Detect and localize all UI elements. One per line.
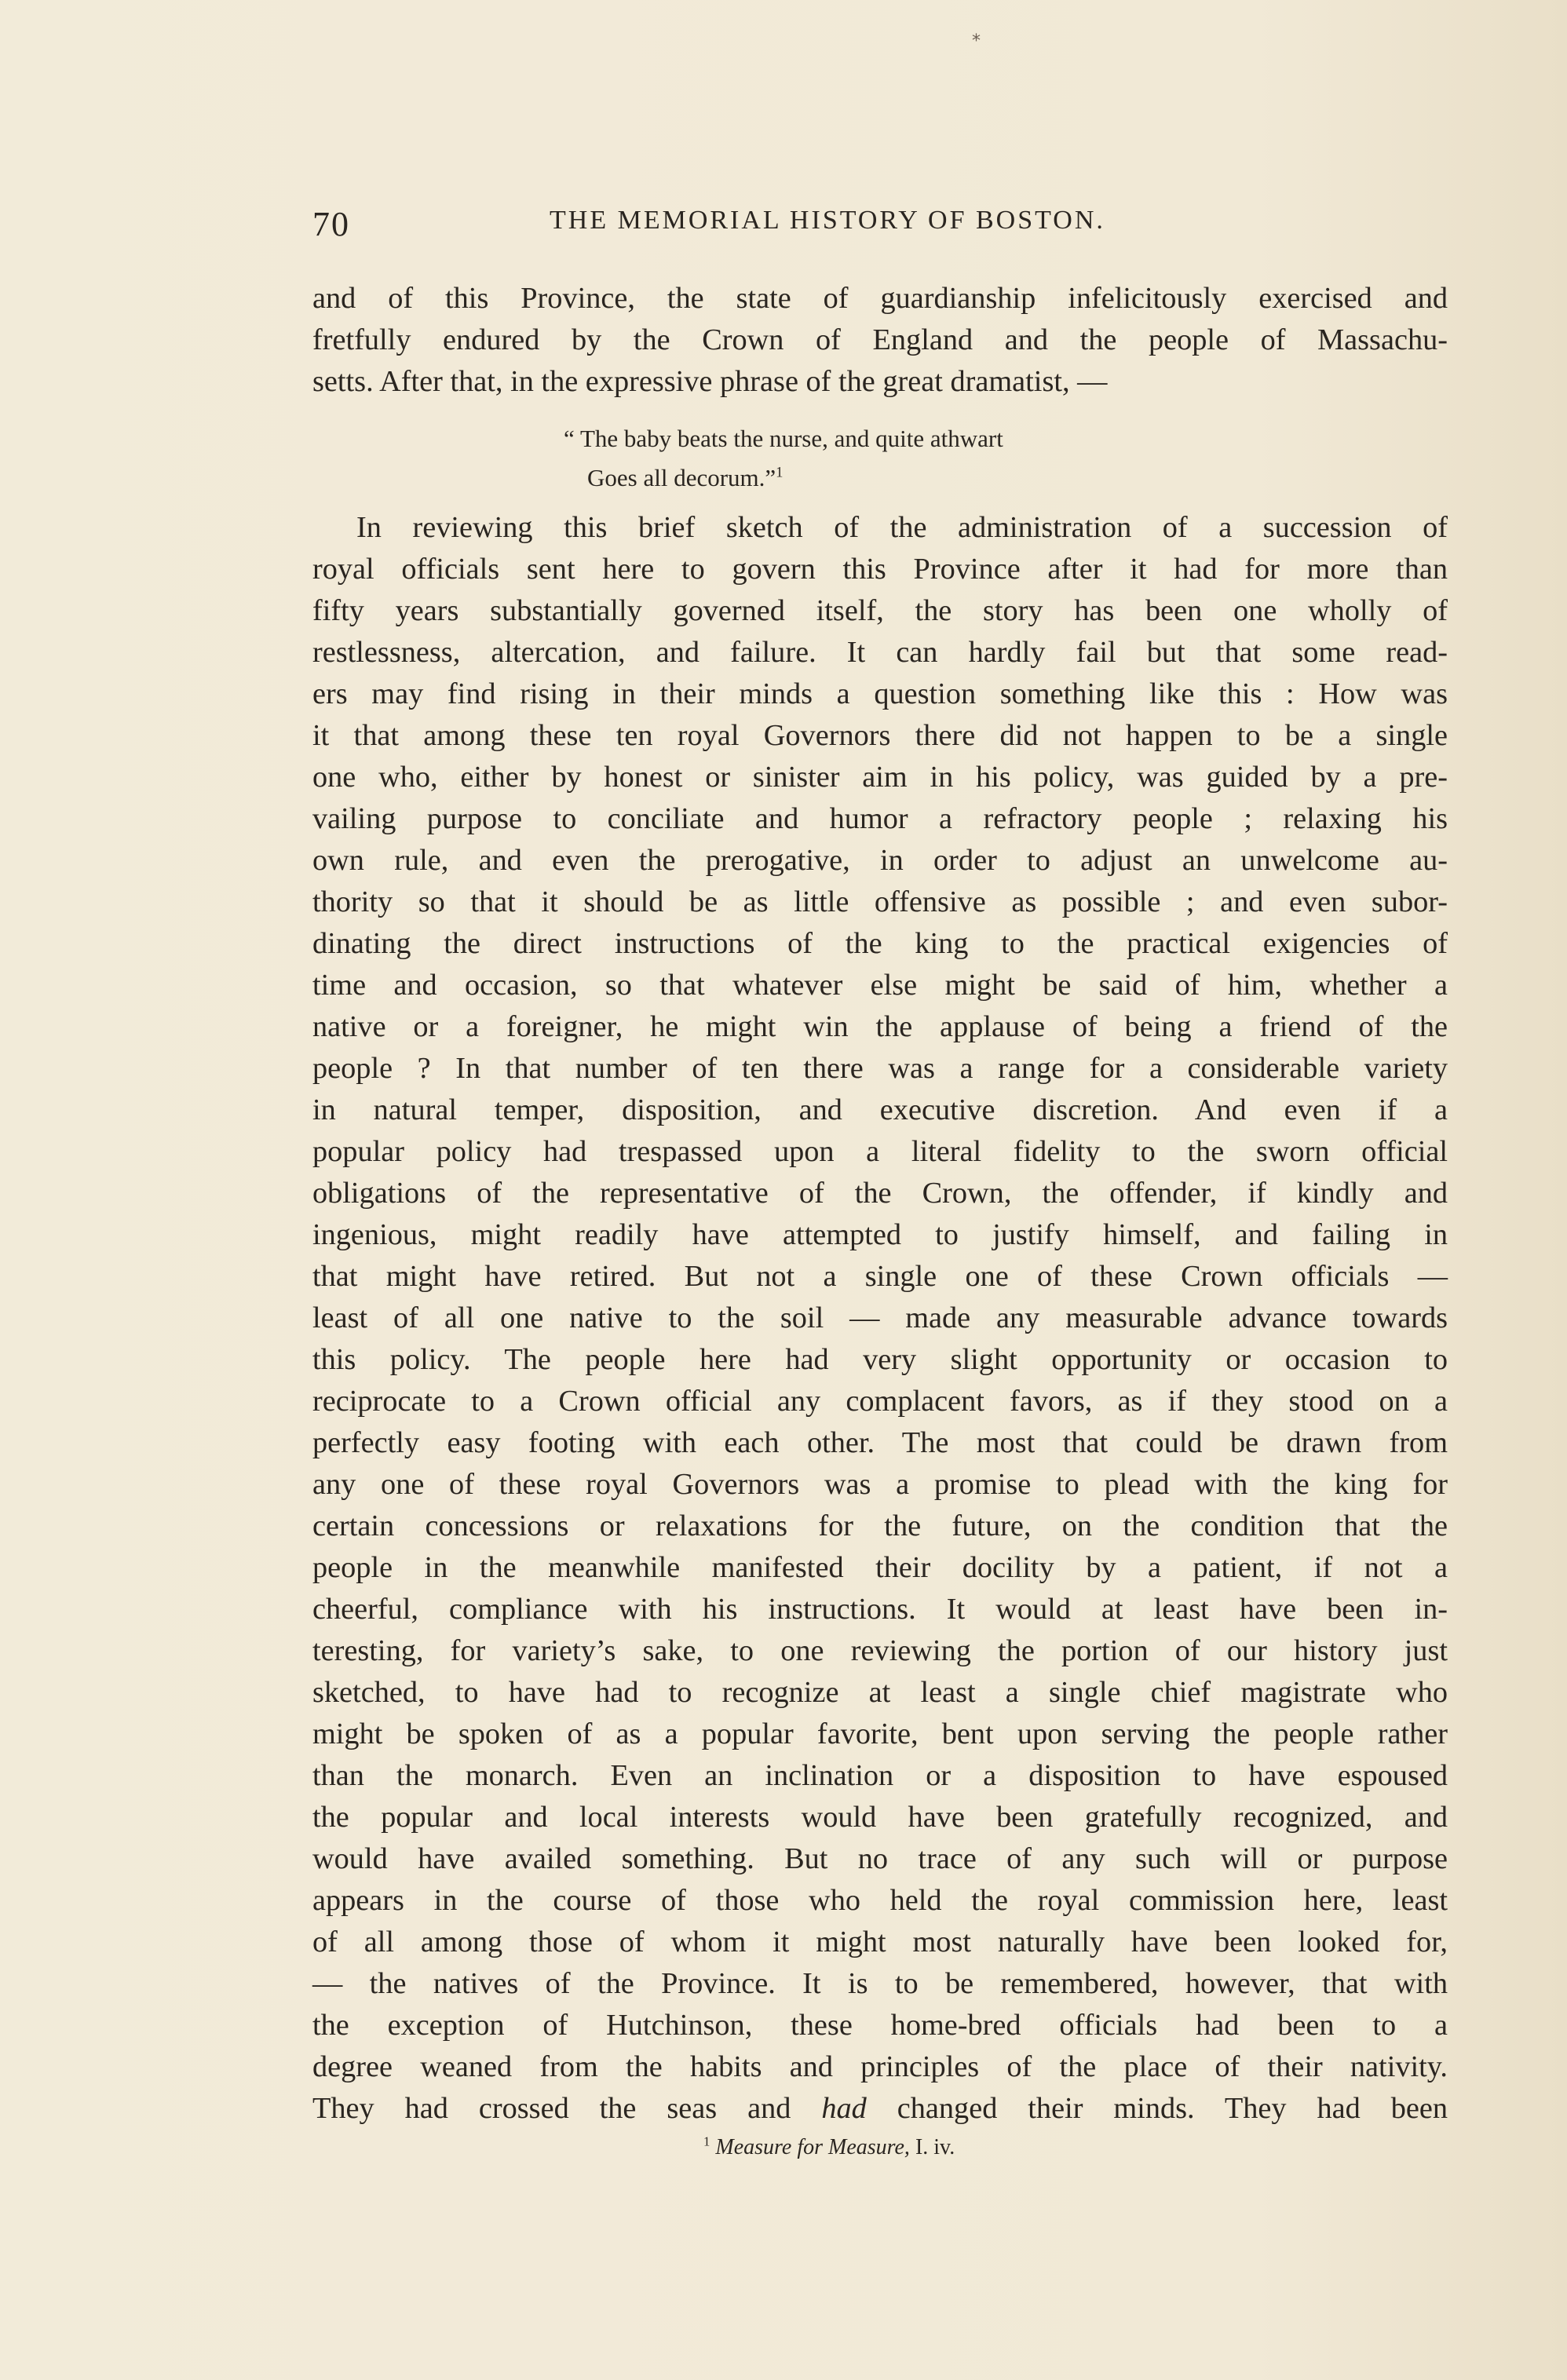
text-line: of all among those of whom it might most naturally have been looked for,: [312, 1926, 1448, 1958]
text-line: — the natives of the Province. It is to be remembered, however, that with: [312, 1967, 1448, 2000]
text-line: time and occasion, so that whatever else might be said of him, whether a: [312, 969, 1448, 1002]
text-line: this policy. The people here had very slight opportunity or occasion to: [312, 1343, 1448, 1376]
text-line: sketched, to have had to recognize at least a single chief magistrate who: [312, 1676, 1448, 1709]
text-line: ingenious, might readily have attempted to justify himself, and failing in: [312, 1218, 1448, 1251]
footnote: [703, 2135, 1253, 2160]
quote-line: [564, 458, 1270, 498]
text-line: fretfully endured by the Crown of England and the people of Massachu-: [312, 323, 1448, 356]
paragraph-1: [312, 278, 1448, 403]
footnote-marker: 1: [703, 2134, 710, 2149]
text-line: native or a foreigner, he might win the applause of being a friend of the: [312, 1010, 1448, 1043]
text-line: own rule, and even the prerogative, in order to adjust an unwelcome au-: [312, 844, 1448, 877]
text-segment: changed their minds. They had been: [897, 2092, 1448, 2125]
text-line: obligations of the representative of the Crown, the offender, if kindly and: [312, 1177, 1448, 1210]
text-line: [312, 2088, 1448, 2130]
running-head: THE MEMORIAL HISTORY OF BOSTON.: [550, 206, 1105, 235]
text-line: the popular and local interests would have been gratefully recognized, and: [312, 1801, 1448, 1834]
text-line: In reviewing this brief sketch of the administration of a succession of: [356, 511, 1448, 544]
text-line: popular policy had trespassed upon a literal fidelity to the sworn official: [312, 1135, 1448, 1168]
text-line: appears in the course of those who held the royal commission here, least: [312, 1884, 1448, 1917]
text-line: might be spoken of as a popular favorite, bent upon serving the people rather: [312, 1717, 1448, 1750]
text-line: fifty years substantially governed itself, the story has been one wholly of: [312, 594, 1448, 627]
text-segment: They had crossed the seas and: [312, 2092, 791, 2125]
footnote-ref: 1: [776, 464, 784, 481]
text-line: any one of these royal Governors was a promise to plead with the king for: [312, 1468, 1448, 1501]
text-line: that might have retired. But not a single one of these Crown officials —: [312, 1260, 1448, 1293]
text-line: vailing purpose to conciliate and humor a refractory people ; relaxing his: [312, 802, 1448, 835]
text-line: people ? In that number of ten there was a range for a considerable variety: [312, 1052, 1448, 1085]
text-line: royal officials sent here to govern this Province after it had for more than: [312, 553, 1448, 586]
quote-text: Goes all decorum.”: [587, 464, 776, 491]
quote-line: “ The baby beats the nurse, and quite athwart: [564, 425, 1003, 452]
text-line: the exception of Hutchinson, these home-bred officials had been to a: [312, 2009, 1448, 2042]
text-line: thority so that it should be as little offensive as possible ; and even subor-: [312, 885, 1448, 918]
footnote-ref: I. iv.: [915, 2135, 955, 2159]
footnote-title: Measure for Measure,: [715, 2135, 910, 2159]
text-line: one who, either by honest or sinister aim in his policy, was guided by a pre-: [312, 761, 1448, 794]
emphasized-word: had: [821, 2092, 867, 2125]
quotation: [564, 419, 1270, 498]
text-line: certain concessions or relaxations for the future, on the condition that the: [312, 1509, 1448, 1542]
text-line: than the monarch. Even an inclination or a disposition to have espoused: [312, 1759, 1448, 1792]
text-line: dinating the direct instructions of the king to the practical exigencies of: [312, 927, 1448, 960]
page-number: 70: [312, 205, 350, 243]
text-line: least of all one native to the soil — made any measurable advance towards: [312, 1301, 1448, 1334]
text-line: teresting, for variety’s sake, to one reviewing the portion of our history just: [312, 1634, 1448, 1667]
text-line: restlessness, altercation, and failure. It can hardly fail but that some read-: [312, 636, 1448, 669]
text-line: and of this Province, the state of guardianship infelicitously exercised and: [312, 282, 1448, 315]
text-line: would have availed something. But no trace of any such will or purpose: [312, 1842, 1448, 1875]
paragraph-2: [312, 507, 1448, 2130]
printer-mark: *: [972, 31, 981, 51]
text-line: degree weaned from the habits and principles of the place of their nativity.: [312, 2050, 1448, 2083]
text-line: cheerful, compliance with his instructions. It would at least have been in-: [312, 1593, 1448, 1626]
text-line: reciprocate to a Crown official any complacent favors, as if they stood on a: [312, 1385, 1448, 1418]
text-line: people in the meanwhile manifested their docility by a patient, if not a: [312, 1551, 1448, 1584]
text-line: it that among these ten royal Governors there did not happen to be a single: [312, 719, 1448, 752]
text-line: perfectly easy footing with each other. The most that could be drawn from: [312, 1426, 1448, 1459]
text-line: setts. After that, in the expressive phrase of the great dramatist, —: [312, 365, 1108, 398]
text-line: in natural temper, disposition, and executive discretion. And even if a: [312, 1093, 1448, 1126]
text-line: ers may find rising in their minds a question something like this : How was: [312, 677, 1448, 710]
